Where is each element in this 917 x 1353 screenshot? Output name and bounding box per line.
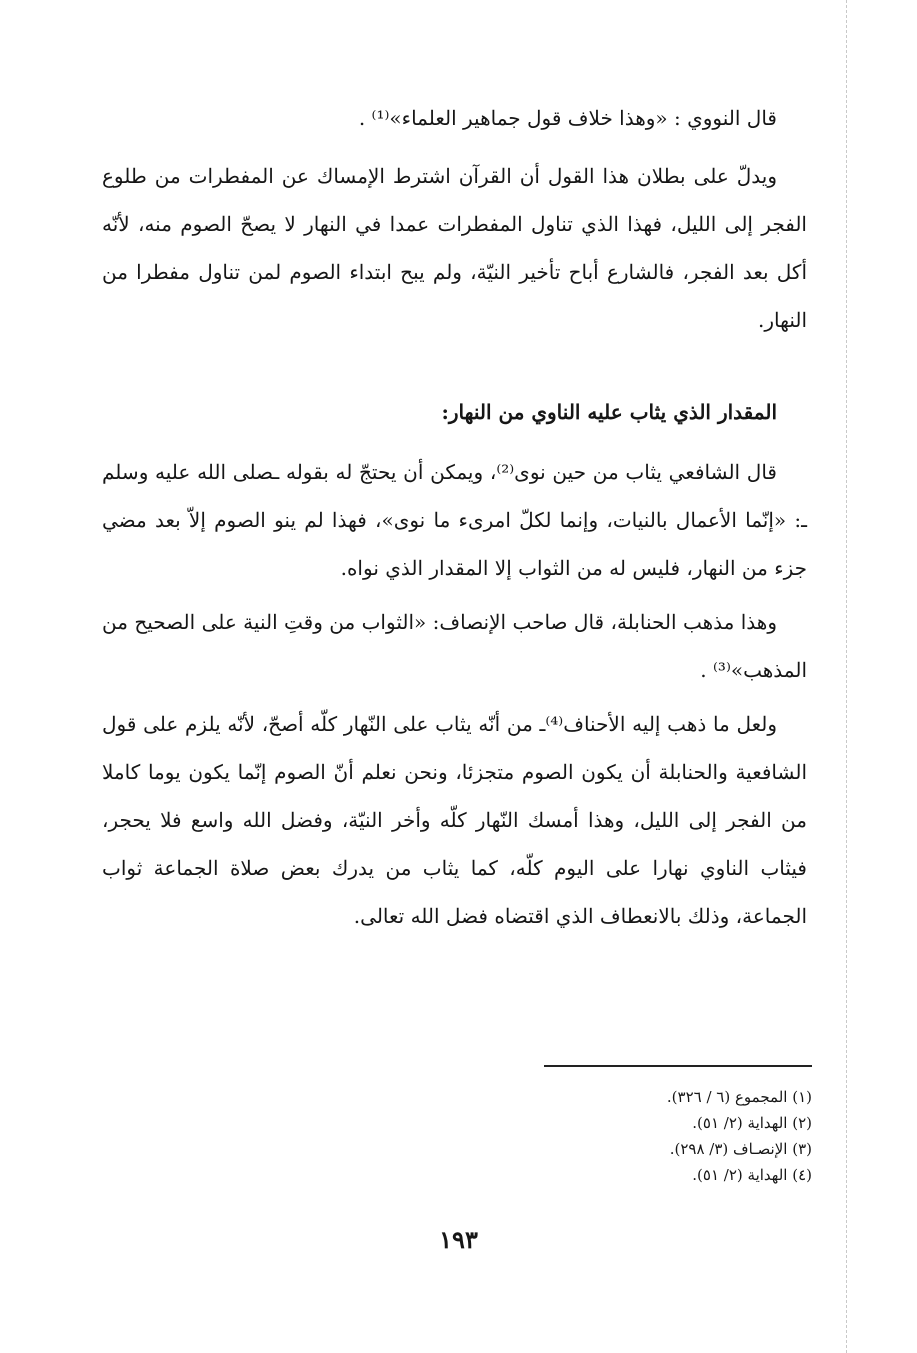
footnote-3: (٣) الإنصـاف (٣/ ٢٩٨). (669, 1140, 812, 1158)
main-text-bottom (102, 388, 807, 940)
footnote-1: (١) المجموع (٦ / ٣٢٦). (666, 1088, 812, 1106)
footnote-separator (544, 1065, 812, 1067)
paragraph-hanafi-view: ولعل ما ذهب إليه الأحناف⁽⁴⁾ـ من أنّه يثاب على النّهار كلّه أصحّ، لأنّه يلزم على قول الشافعية والحنابلة أن يكون الصوم متجزئا، ونحن نعلم أنّ الصوم إنّما يكون يوما كاملا من الفجر إلى الليل، وهذا أمسك النّهار كلّه وأخر النيّة، وفضل الله واسع فلا يحجر، فيثاب الناوي نهارا على اليوم كلّه، كما يثاب من يدرك بعض صلاة الجماعة ثواب الجماعة، وذلك بالانعطاف الذي اقتضاه فضل الله تعالى. (102, 712, 807, 928)
footnotes (512, 1084, 812, 1188)
main-text-top (102, 94, 807, 344)
page-edge-line (845, 0, 847, 1353)
footnote-4: (٤) الهداية (٢/ ٥١). (692, 1166, 812, 1184)
page-number: ١٩٣ (439, 1225, 478, 1254)
paragraph-shafii-view: قال الشافعي يثاب من حين نوى⁽²⁾، ويمكن أن يحتجّ له بقوله ـصلى الله عليه وسلم ـ: «إنّما الأعمال بالنيات، وإنما لكلّ امرىء ما نوى»، فهذا لم ينو الصوم إلاّ بعد مضي جزء من النهار، فليس له من الثواب إلا المقدار الذي نواه. (102, 460, 807, 580)
paragraph-nawawi-quote: قال النووي : «وهذا خلاف قول جماهير العلماء»⁽¹⁾ . (358, 106, 777, 130)
paragraph-hanbali-view: وهذا مذهب الحنابلة، قال صاحب الإنصاف: «الثواب من وقتِ النية على الصحيح من المذهب»⁽³⁾ . (102, 610, 807, 682)
paragraph-invalidity-argument: ويدلّ على بطلان هذا القول أن القرآن اشترط الإمساك عن المفطرات من طلوع الفجر إلى الليل، فهذا الذي تناول المفطرات عمدا في النهار لا يصحّ الصوم منه، لأنّه أكل بعد الفجر، فالشارع أباح تأخير النيّة، ولم يبح ابتداء الصوم لمن تناول مفطرا من النهار. (102, 164, 807, 332)
footnote-2: (٢) الهداية (٢/ ٥١). (692, 1114, 812, 1132)
section-heading: المقدار الذي يثاب عليه الناوي من النهار: (441, 400, 777, 424)
